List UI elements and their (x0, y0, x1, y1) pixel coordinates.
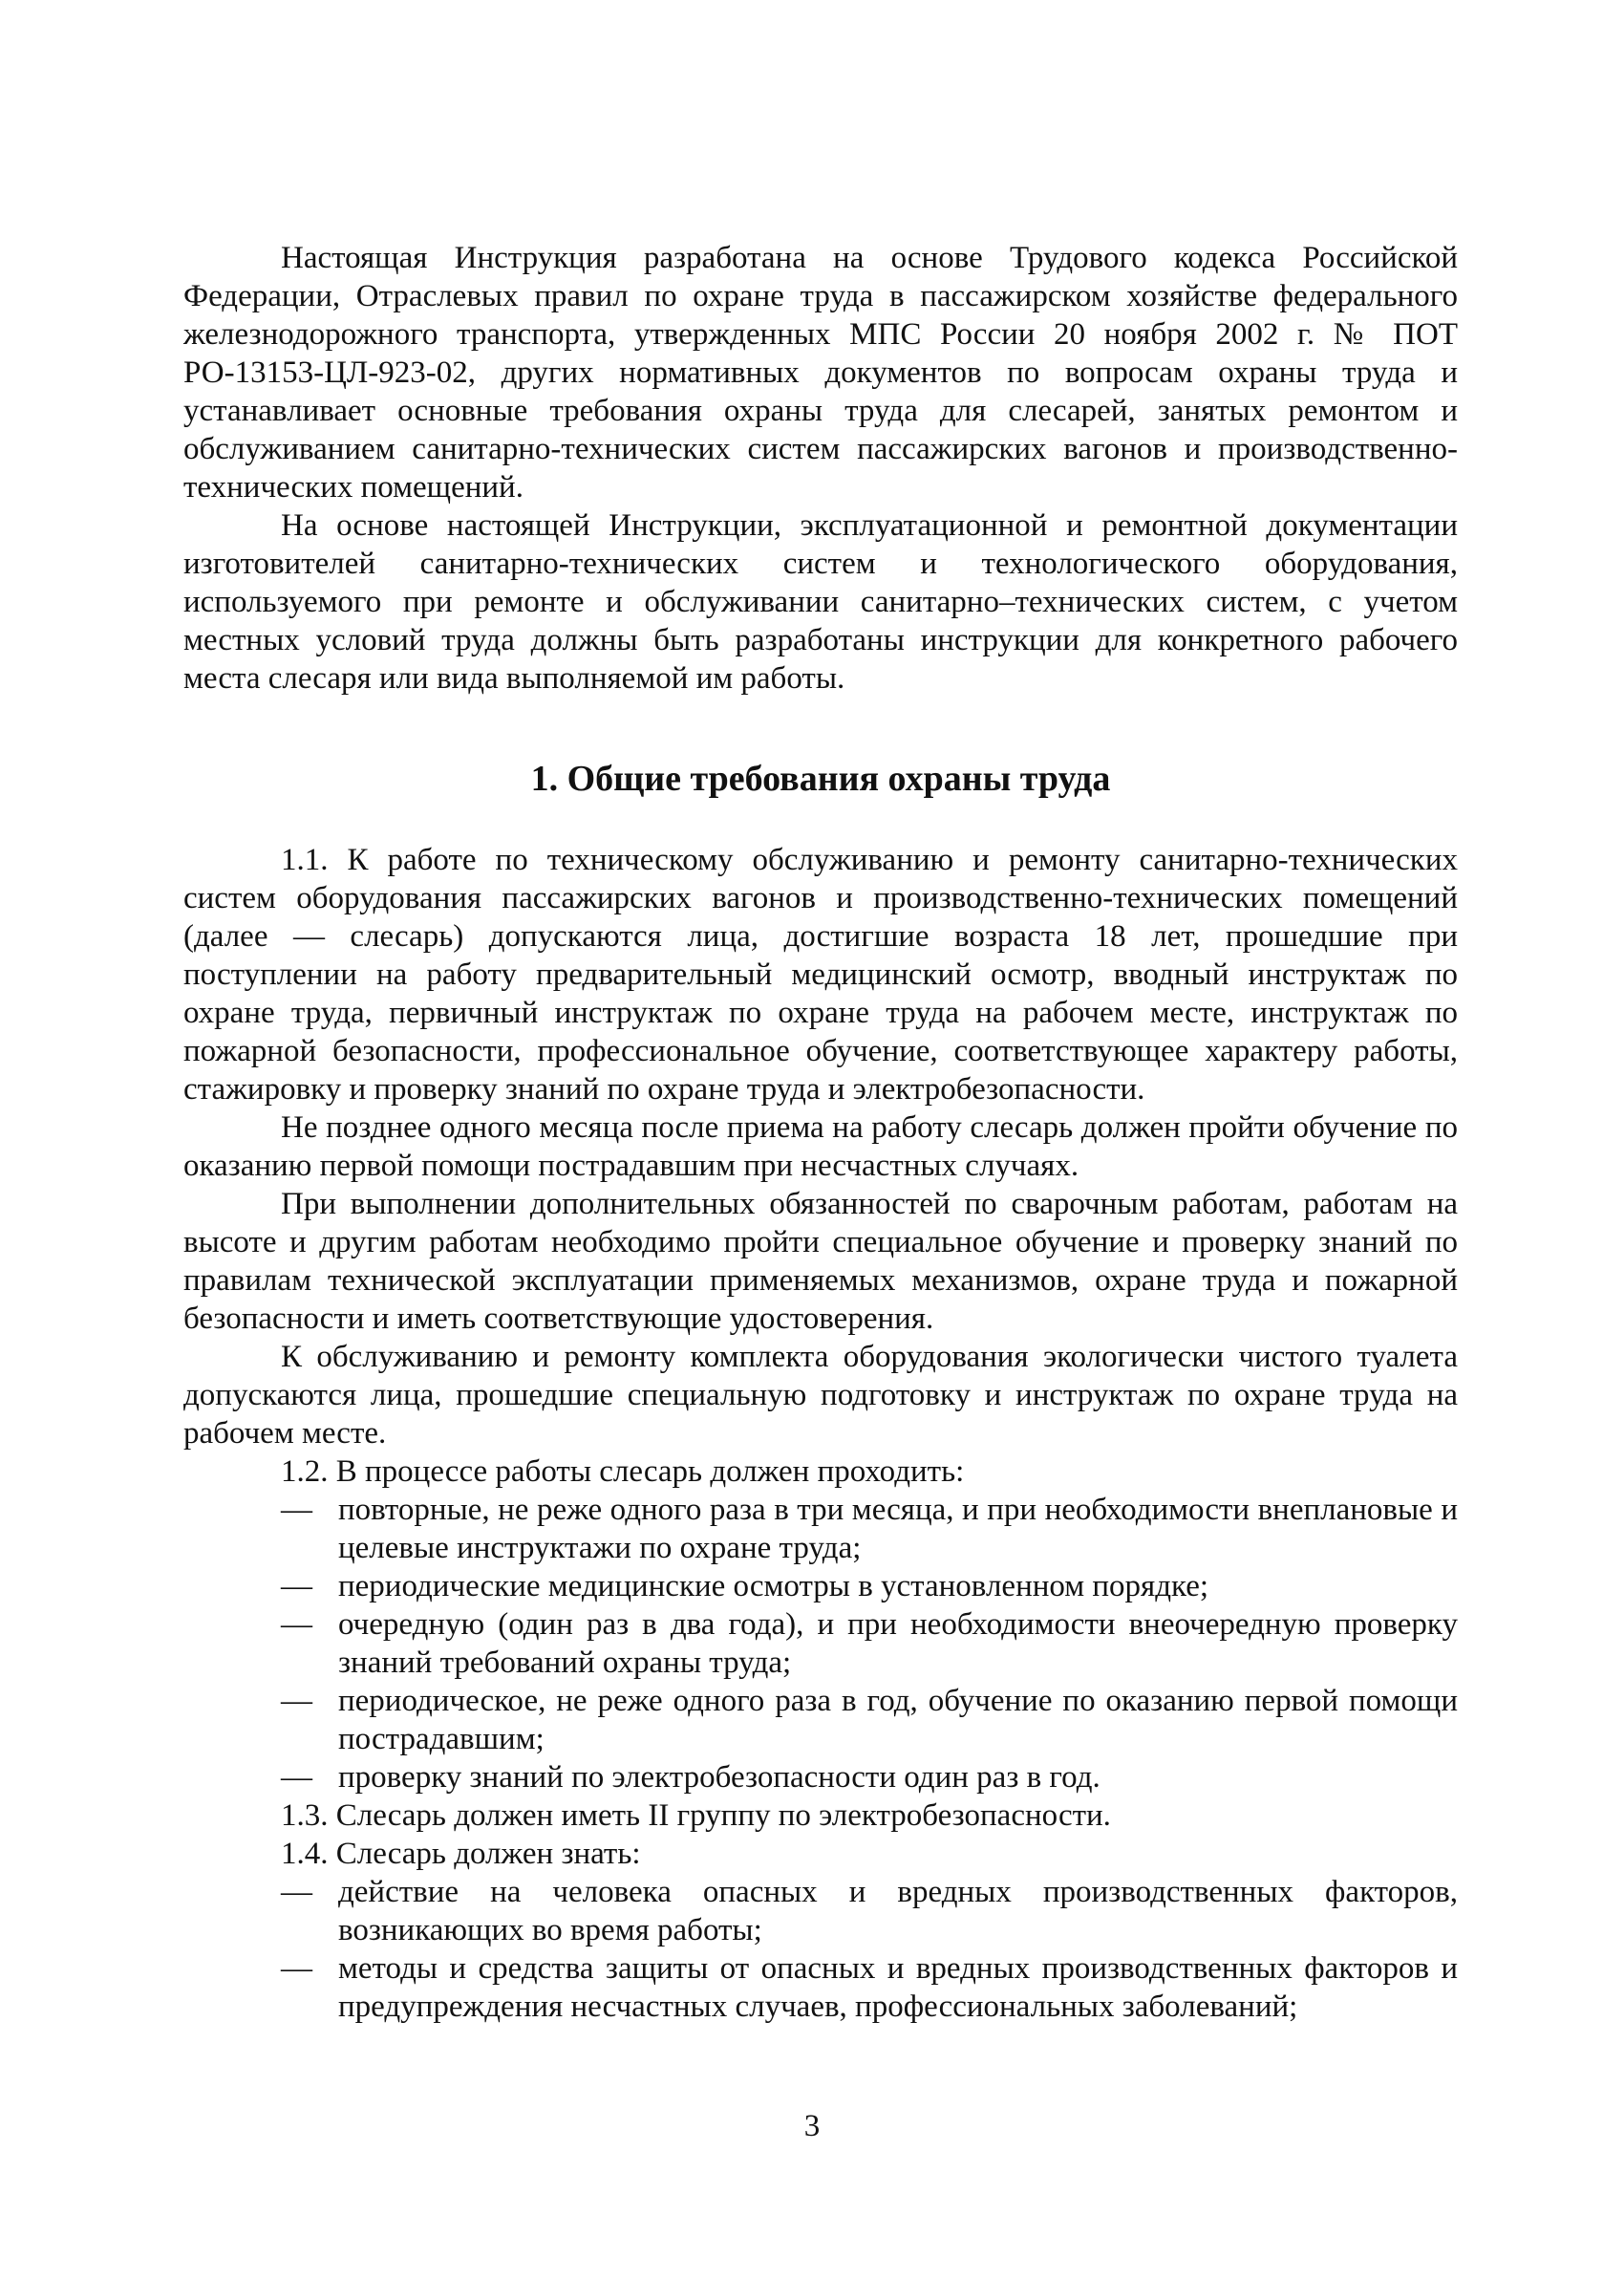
clause-1-4: 1.4. Слесарь должен знать: (281, 1837, 641, 1871)
dash-marker: — (281, 1951, 312, 1986)
dash-marker: — (281, 1607, 312, 1642)
clause-1-4-list (183, 1873, 1458, 2026)
dash-marker: — (281, 1760, 312, 1795)
dash-marker: — (281, 1875, 312, 1909)
intro-paragraph-2: На основе настоящей Инструкции, эксплуатационной и ремонтной документации изготовителей санитарно-технических систем и технологического оборудования, используемого при ремонте и обслуживании санитарно–технических систем, с учетом местных условий труда должны быть разработаны инструкции для конкретного рабочего места слесаря или вида выполняемой им работы. (183, 508, 1458, 696)
clause-1-1-additional-duties: При выполнении дополнительных обязанностей по сварочным работам, работам на высоте и другим работам необходимо пройти специальное обучение и проверку знаний по правилам технической эксплуатации применяемых механизмов, охране труда и пожарной безопасности и иметь соответствующие удостоверения. (183, 1187, 1458, 1336)
list-item (183, 1949, 1458, 2026)
clause-1-2: 1.2. В процессе работы слесарь должен проходить: (281, 1454, 965, 1489)
intro-paragraph-1: Настоящая Инструкция разработана на основе Трудового кодекса Российской Федерации, Отраслевых правил по охране труда в пассажирском хозяйстве федерального железнодорожного транспорта, утвержденных МПС России 20 ноября 2002 г. № ПОТ РО-13153-ЦЛ-923-02, других нормативных документов по вопросам охраны труда и устанавливает основные требования охраны труда для слесарей, занятых ремонтом и обслуживанием санитарно-технических систем пассажирских вагонов и производственно-технических помещений. (183, 241, 1458, 505)
section-heading: 1. Общие требования охраны труда (530, 759, 1111, 799)
list-item (183, 1873, 1458, 1949)
clause-1-3: 1.3. Слесарь должен иметь II группу по электробезопасности. (281, 1798, 1111, 1833)
list-item (183, 1605, 1458, 1682)
clause-1-1-first-aid: Не позднее одного месяца после приема на работу слесарь должен пройти обучение по оказанию первой помощи пострадавшим при несчастных случаях. (183, 1110, 1458, 1183)
list-item (183, 1682, 1458, 1758)
clause-1-1: 1.1. К работе по техническому обслуживанию и ремонту санитарно-технических систем оборудования пассажирских вагонов и производственно-технических помещений (далее — слесарь) допускаются лица, достигшие возраста 18 лет, прошедшие при поступлении на работу предварительный медицинский осмотр, вводный инструктаж по охране труда, первичный инструктаж по охране труда на рабочем месте, инструктаж по пожарной безопасности, профессиональное обучение, соответствующее характеру работы, стажировку и проверку знаний по охране труда и электробезопасности. (183, 843, 1458, 1107)
list-item-text: методы и средства защиты от опасных и вредных производственных факторов и предупреждения несчастных случаев, профессиональных заболеваний; (338, 1951, 1458, 2024)
list-item-text: периодические медицинские осмотры в установленном порядке; (338, 1569, 1209, 1603)
list-item-text: повторные, не реже одного раза в три месяца, и при необходимости внеплановые и целевые инструктажи по охране труда; (338, 1493, 1458, 1565)
dash-marker: — (281, 1684, 312, 1718)
list-item (183, 1758, 1458, 1796)
list-item (183, 1567, 1458, 1605)
page-number: 3 (803, 2109, 821, 2143)
list-item-text: проверку знаний по электробезопасности один раз в год. (338, 1760, 1100, 1795)
dash-marker: — (281, 1569, 312, 1603)
clause-1-1-eco-toilet: К обслуживанию и ремонту комплекта оборудования экологически чистого туалета допускаются лица, прошедшие специальную подготовку и инструктаж по охране труда на рабочем месте. (183, 1340, 1458, 1451)
clause-1-2-list (183, 1491, 1458, 1796)
list-item-text: очередную (один раз в два года), и при необходимости внеочередную проверку знаний требований охраны труда; (338, 1607, 1458, 1680)
list-item (183, 1491, 1458, 1567)
list-item-text: действие на человека опасных и вредных производственных факторов, возникающих во время работы; (338, 1875, 1458, 1947)
list-item-text: периодическое, не реже одного раза в год, обучение по оказанию первой помощи пострадавшим; (338, 1684, 1458, 1756)
page-body (183, 239, 1458, 2026)
dash-marker: — (281, 1493, 312, 1527)
